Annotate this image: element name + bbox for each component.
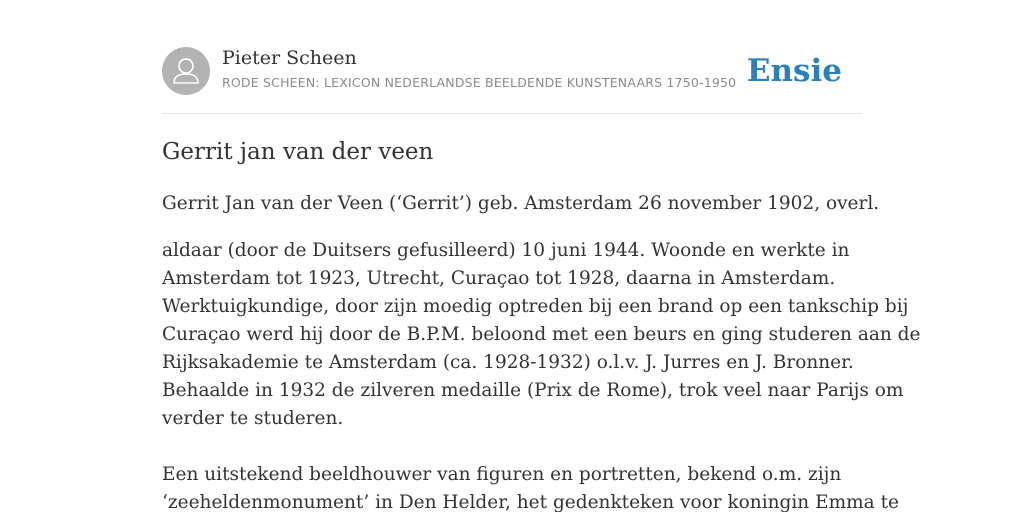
author-name[interactable]: Pieter Scheen: [222, 47, 357, 69]
paragraph-line: Behaalde in 1932 de zilveren medaille (Prix de Rome), trok veel naar Parijs om: [162, 380, 904, 401]
paragraph-line: Gerrit Jan van der Veen (‘Gerrit’) geb. Amsterdam 26 november 1902, overl.: [162, 193, 880, 214]
paragraph-line: Werktuigkundige, door zijn moedig optreden bij een brand op een tankschip bij: [162, 296, 909, 317]
paragraph-line: Curaçao werd hij door de B.P.M. beloond met een beurs en ging studeren aan de: [162, 324, 921, 345]
header-divider: [162, 113, 862, 114]
paragraph-line: verder te studeren.: [162, 408, 344, 429]
user-avatar-icon[interactable]: [162, 47, 210, 95]
paragraph-line: Een uitstekend beeldhouwer van figuren en portretten, bekend o.m. zijn: [162, 464, 842, 485]
article-paragraph-3: [162, 461, 899, 512]
ensie-logo[interactable]: Ensie: [746, 53, 842, 89]
article-header: [162, 46, 862, 96]
paragraph-line: ‘zeeheldenmonument’ in Den Helder, het gedenkteken voor koningin Emma te: [162, 492, 899, 512]
source-lexicon[interactable]: RODE SCHEEN: LEXICON NEDERLANDSE BEELDENDE KUNSTENAARS 1750-1950: [222, 75, 737, 90]
article-title: Gerrit jan van der veen: [162, 139, 434, 165]
paragraph-line: aldaar (door de Duitsers gefusilleerd) 10 juni 1944. Woonde en werkte in: [162, 240, 850, 261]
article-paragraph-2: [162, 237, 921, 433]
paragraph-line: Amsterdam tot 1923, Utrecht, Curaçao tot 1928, daarna in Amsterdam.: [162, 268, 836, 289]
paragraph-line: Rijksakademie te Amsterdam (ca. 1928-1932) o.l.v. J. Jurres en J. Bronner.: [162, 352, 854, 373]
article-paragraph-1: [162, 190, 880, 218]
